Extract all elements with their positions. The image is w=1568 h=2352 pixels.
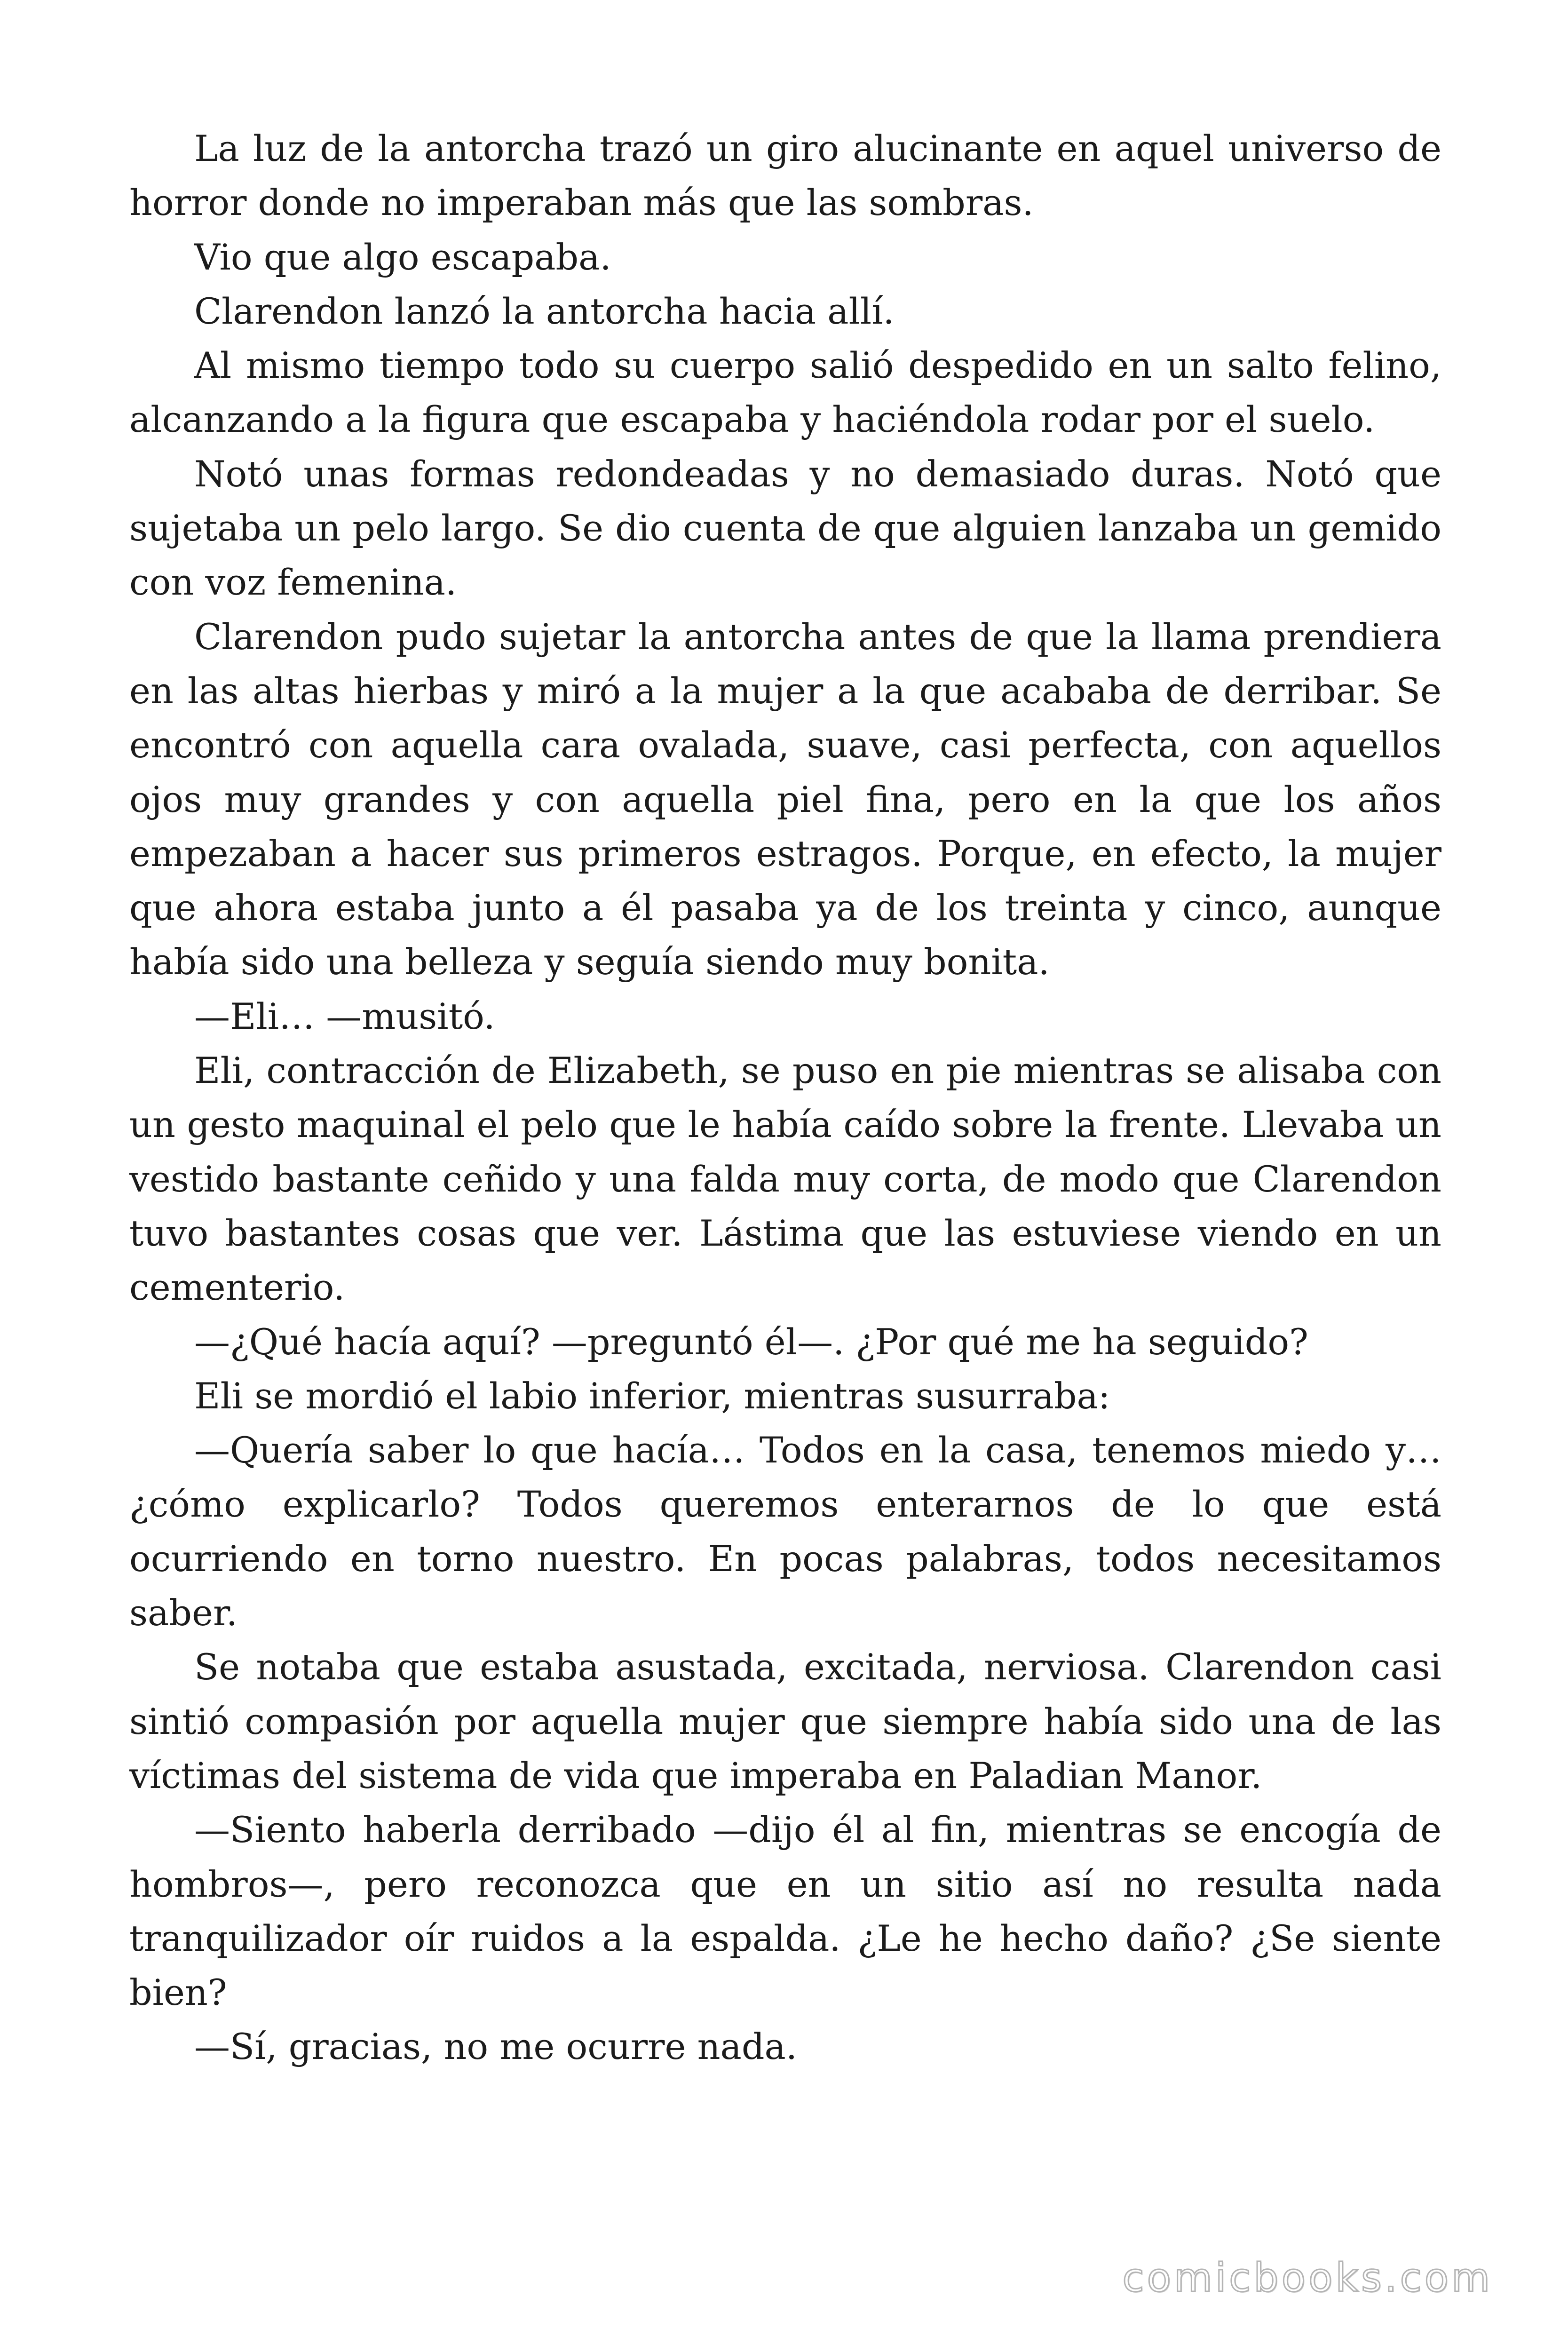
paragraph: Vio que algo escapaba. — [194, 236, 611, 278]
paragraph: Eli se mordió el labio inferior, mientras susurraba: — [194, 1375, 1110, 1417]
paragraph: —Quería saber lo que hacía… Todos en la casa, tenemos miedo y… ¿cómo explicarlo? Todos queremos enterarnos de lo que está ocurriendo en torno nuestro. En pocas palabras, todos necesitamos saber. — [129, 1429, 1441, 1634]
paragraph: Al mismo tiempo todo su cuerpo salió despedido en un salto felino, alcanzando a la figura que escapaba y haciéndola rodar por el suelo. — [129, 344, 1441, 441]
paragraph: —Eli… —musitó. — [194, 995, 495, 1037]
paragraph: Clarendon lanzó la antorcha hacia allí. — [194, 290, 895, 332]
paragraph: Se notaba que estaba asustada, excitada, nerviosa. Clarendon casi sintió compasión por aquella mujer que siempre había sido una de las víctimas del sistema de vida que imperaba en Paladian Manor. — [129, 1646, 1441, 1796]
body-text — [129, 121, 1441, 2074]
paragraph: —¿Qué hacía aquí? —preguntó él—. ¿Por qué me ha seguido? — [194, 1320, 1308, 1363]
paragraph: Notó unas formas redondeadas y no demasiado duras. Notó que sujetaba un pelo largo. Se dio cuenta de que alguien lanzaba un gemido con voz femenina. — [129, 453, 1441, 604]
watermark: comicbooks.com — [1122, 2255, 1493, 2301]
paragraph: La luz de la antorcha trazó un giro alucinante en aquel universo de horror donde no imperaban más que las sombras. — [129, 127, 1441, 224]
paragraph: —Siento haberla derribado —dijo él al fin, mientras se encogía de hombros—, pero reconozca que en un sitio así no resulta nada tranquilizador oír ruidos a la espalda. ¿Le he hecho daño? ¿Se siente bien? — [129, 1809, 1441, 2014]
paragraph: Clarendon pudo sujetar la antorcha antes de que la llama prendiera en las altas hierbas y miró a la mujer a la que acababa de derribar. Se encontró con aquella cara ovalada, suave, casi perfecta, con aquellos ojos muy grandes y con aquella piel fina, pero en la que los años empezaban a hacer sus primeros estragos. Porque, en efecto, la mujer que ahora estaba junto a él pasaba ya de los treinta y cinco, aunque había sido una belleza y seguía siendo muy bonita. — [129, 615, 1441, 983]
paragraph: Eli, contracción de Elizabeth, se puso en pie mientras se alisaba con un gesto maquinal el pelo que le había caído sobre la frente. Llevaba un vestido bastante ceñido y una falda muy corta, de modo que Clarendon tuvo bastantes cosas que ver. Lástima que las estuviese viendo en un cementerio. — [129, 1049, 1441, 1309]
paragraph: —Sí, gracias, no me ocurre nada. — [194, 2026, 797, 2068]
